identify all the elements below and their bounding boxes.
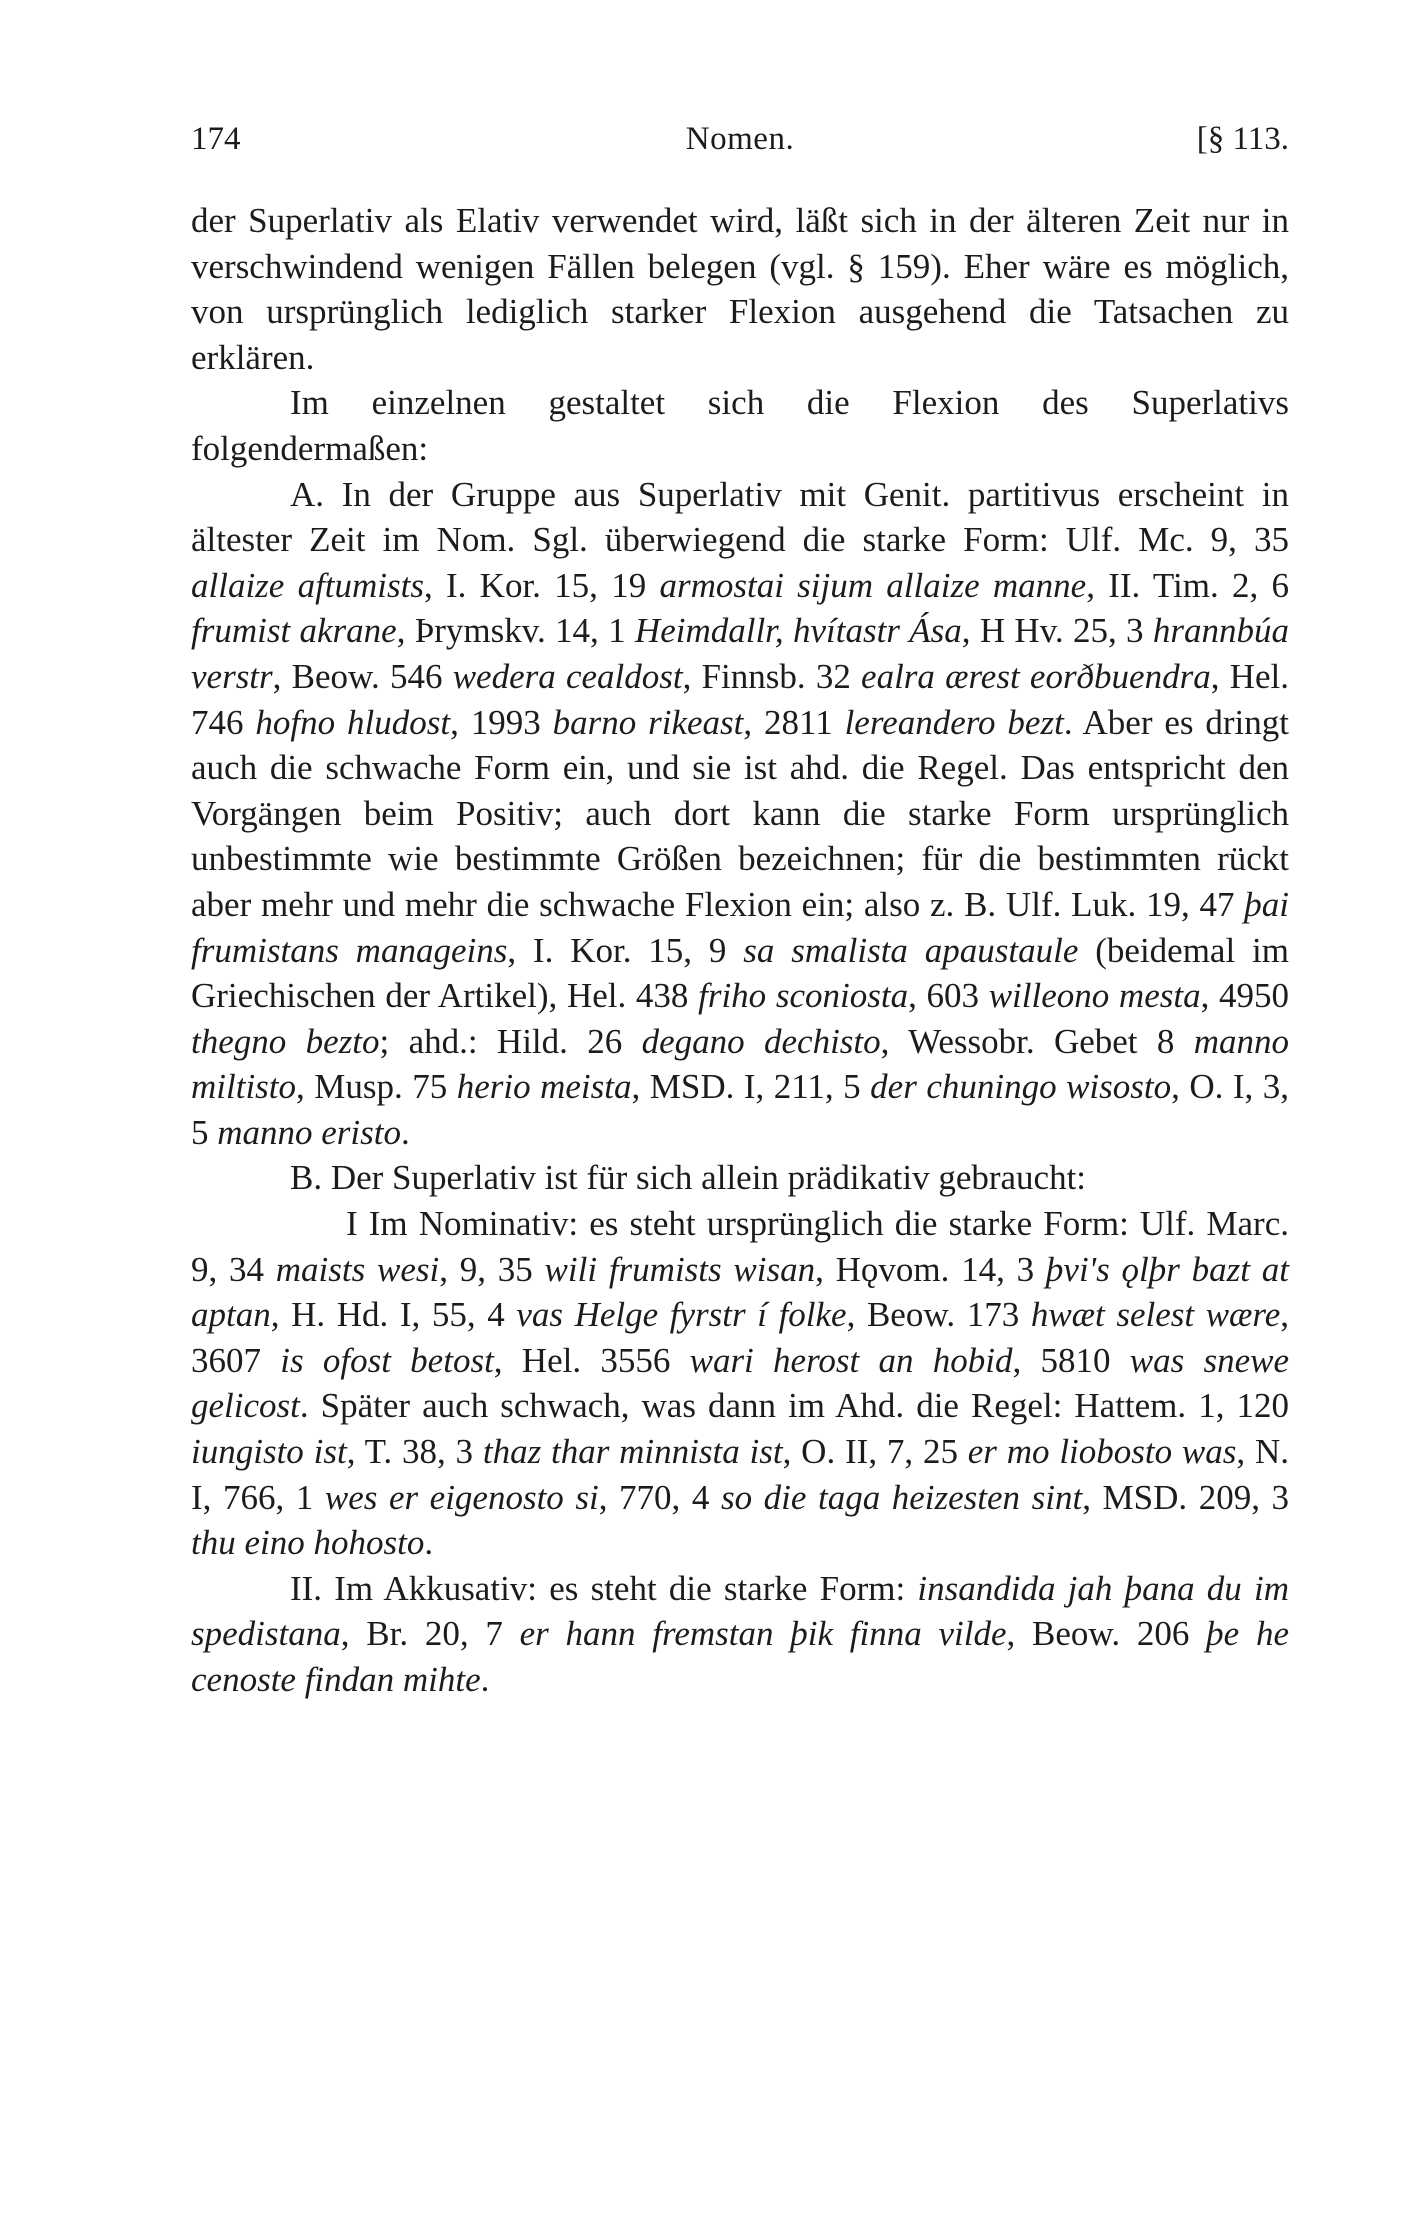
- cited-example: was snewe gelicost: [191, 1340, 1290, 1426]
- text-run: , Beow. 546: [272, 656, 453, 696]
- cited-example: willeono mesta: [988, 976, 1201, 1016]
- text-run: .: [480, 1660, 490, 1699]
- cited-example: is ofost betost: [280, 1340, 494, 1380]
- text-run: . Aber es dringt auch die schwache Form ein, und sie ist ahd. die Regel. Das entspricht den Vorgängen beim Positiv; auch dort kann die starke Form ursprünglich unbestimmte wie bestimmte Größen bezeichnen; für die bestimmten rückt aber mehr und mehr die schwache Flexion ein; also z. B. Ulf. Luk. 19, 47: [191, 702, 1290, 924]
- text-run: Im einzelnen gestaltet sich die Flexion des Superlativs folgendermaßen:: [191, 383, 1289, 468]
- text-run: (beidemal im Griechischen der Artikel), Hel. 438: [191, 930, 1289, 1016]
- cited-example: allaize aftumists: [191, 565, 424, 605]
- text-run: , 5810: [1012, 1340, 1130, 1380]
- page-number: 174: [191, 121, 241, 157]
- cited-example: wari herost an hobid: [689, 1340, 1013, 1380]
- section-reference: [§ 113.: [1196, 121, 1289, 157]
- paragraph: [191, 1566, 1289, 1703]
- cited-example: wedera cealdost: [452, 656, 683, 696]
- text-run: , O. II, 7, 25: [782, 1432, 968, 1472]
- cited-example: armostai sijum allaize manne: [659, 565, 1087, 605]
- cited-example: wes er eigenosto si: [324, 1477, 599, 1517]
- cited-example: vas Helge fyrstr í folke: [516, 1295, 847, 1335]
- cited-example: degano dechisto: [641, 1021, 881, 1061]
- text-run: , H. Hd. I, 55, 4: [270, 1295, 517, 1335]
- cited-example: thegno bezto: [191, 1021, 380, 1061]
- text-run: B. Der Superlativ ist für sich allein prädikativ gebraucht:: [290, 1158, 1087, 1198]
- text-run: , I. Kor. 15, 19: [424, 565, 660, 605]
- cited-example: herio meista: [456, 1067, 632, 1107]
- text-run: .: [401, 1112, 410, 1152]
- text-run: , Musp. 75: [296, 1067, 457, 1107]
- text-run: , 2811: [743, 702, 845, 742]
- cited-example: barno rikeast: [552, 702, 744, 742]
- cited-example: hwæt selest wære: [1030, 1295, 1281, 1335]
- cited-example: er hann fremstan þik finna vilde: [519, 1614, 1007, 1654]
- text-run: , 770, 4: [598, 1477, 721, 1517]
- text-run: , Br. 20, 7: [340, 1614, 520, 1654]
- text-run: , T. 38, 3: [346, 1432, 483, 1472]
- text-run: , MSD. I, 211, 5: [631, 1067, 871, 1107]
- cited-example: frumist akrane: [191, 611, 397, 651]
- text-run: , Beow. 206: [1006, 1614, 1207, 1654]
- text-run: , H Hv. 25, 3: [961, 611, 1153, 651]
- cited-example: thu eino hohosto: [191, 1523, 425, 1563]
- text-run: .: [424, 1523, 434, 1563]
- text-run: , Hel. 746: [191, 656, 1289, 742]
- cited-example: þvi's ǫlþr bazt at aptan: [191, 1249, 1289, 1335]
- text-run: . Später auch schwach, was dann im Ahd. die Regel: Hattem. 1, 120: [299, 1386, 1289, 1426]
- text-run: ; ahd.: Hild. 26: [379, 1021, 642, 1061]
- text-run: , N. I, 766, 1: [191, 1432, 1289, 1517]
- text-run: , 9, 35: [439, 1249, 545, 1289]
- text-run: , 1993: [450, 702, 553, 742]
- cited-example: hrannbúa verstr: [191, 611, 1290, 696]
- cited-example: maists wesi: [275, 1249, 440, 1289]
- cited-example: manno miltisto: [191, 1021, 1289, 1107]
- text-run: , 4950: [1200, 976, 1290, 1016]
- cited-example: friho sconiosta: [698, 976, 909, 1016]
- text-run: , 3607: [191, 1295, 1289, 1380]
- running-header: [191, 114, 1289, 164]
- text-run: , Finnsb. 32: [682, 656, 862, 696]
- cited-example: þai frumistans manageins: [191, 884, 1289, 970]
- text-run: II. Im Akkusativ: es steht die starke Form:: [290, 1568, 918, 1608]
- text-run: I Im Nominativ: es steht ursprünglich die starke Form: Ulf. Marc. 9, 34: [191, 1204, 1289, 1289]
- text-run: A. In der Gruppe aus Superlativ mit Genit. partitivus erscheint in ältester Zeit im Nom. Sgl. überwiegend die starke Form: Ulf. Mc. 9, 35: [191, 474, 1289, 560]
- cited-example: er mo liobosto was: [967, 1432, 1237, 1472]
- cited-example: insandida jah þana du im spedistana: [191, 1568, 1289, 1654]
- paragraph: [191, 1155, 1289, 1201]
- paragraph: [191, 198, 1289, 380]
- cited-example: der chuningo wisosto: [870, 1067, 1172, 1107]
- paragraph: [191, 380, 1289, 471]
- text-run: , Wessobr. Gebet 8: [880, 1021, 1194, 1061]
- cited-example: Heimdallr, hvítastr Ása: [634, 611, 962, 651]
- cited-example: hofno hludost: [255, 702, 451, 742]
- cited-example: þe he cenoste findan mihte: [191, 1614, 1289, 1699]
- cited-example: lereandero bezt: [844, 702, 1064, 742]
- running-title: Nomen.: [685, 121, 795, 157]
- body-text: [191, 198, 1289, 1703]
- text-run: , I. Kor. 15, 9: [507, 930, 744, 970]
- paragraph: [191, 472, 1289, 1156]
- text-run: der Superlativ als Elativ verwendet wird, läßt sich in der älteren Zeit nur in verschwindend wenigen Fällen belegen (vgl. § 159). Eher wäre es möglich, von ursprünglich lediglich starker Flexion ausgehend die Tatsachen zu erklären.: [191, 201, 1289, 377]
- text-run: , 603: [908, 976, 989, 1016]
- text-run: , Hel. 3556: [493, 1340, 690, 1380]
- cited-example: so die taga heizesten sint: [720, 1477, 1083, 1517]
- paragraph: [191, 1201, 1289, 1566]
- cited-example: manno eristo: [217, 1112, 401, 1152]
- cited-example: sa smalista apaustaule: [743, 930, 1079, 970]
- text-run: , O. I, 3, 5: [191, 1067, 1290, 1152]
- cited-example: wili frumists wisan: [544, 1249, 816, 1289]
- text-run: , Hǫvom. 14, 3: [815, 1249, 1046, 1289]
- text-run: , II. Tim. 2, 6: [1086, 565, 1289, 605]
- text-run: , MSD. 209, 3: [1082, 1477, 1290, 1517]
- cited-example: iungisto ist: [191, 1432, 347, 1472]
- cited-example: thaz thar minnista ist: [482, 1432, 783, 1472]
- cited-example: ealra ærest eorðbuendra: [861, 656, 1211, 696]
- text-run: , Þrymskv. 14, 1: [396, 611, 635, 651]
- text-run: , Beow. 173: [846, 1295, 1031, 1335]
